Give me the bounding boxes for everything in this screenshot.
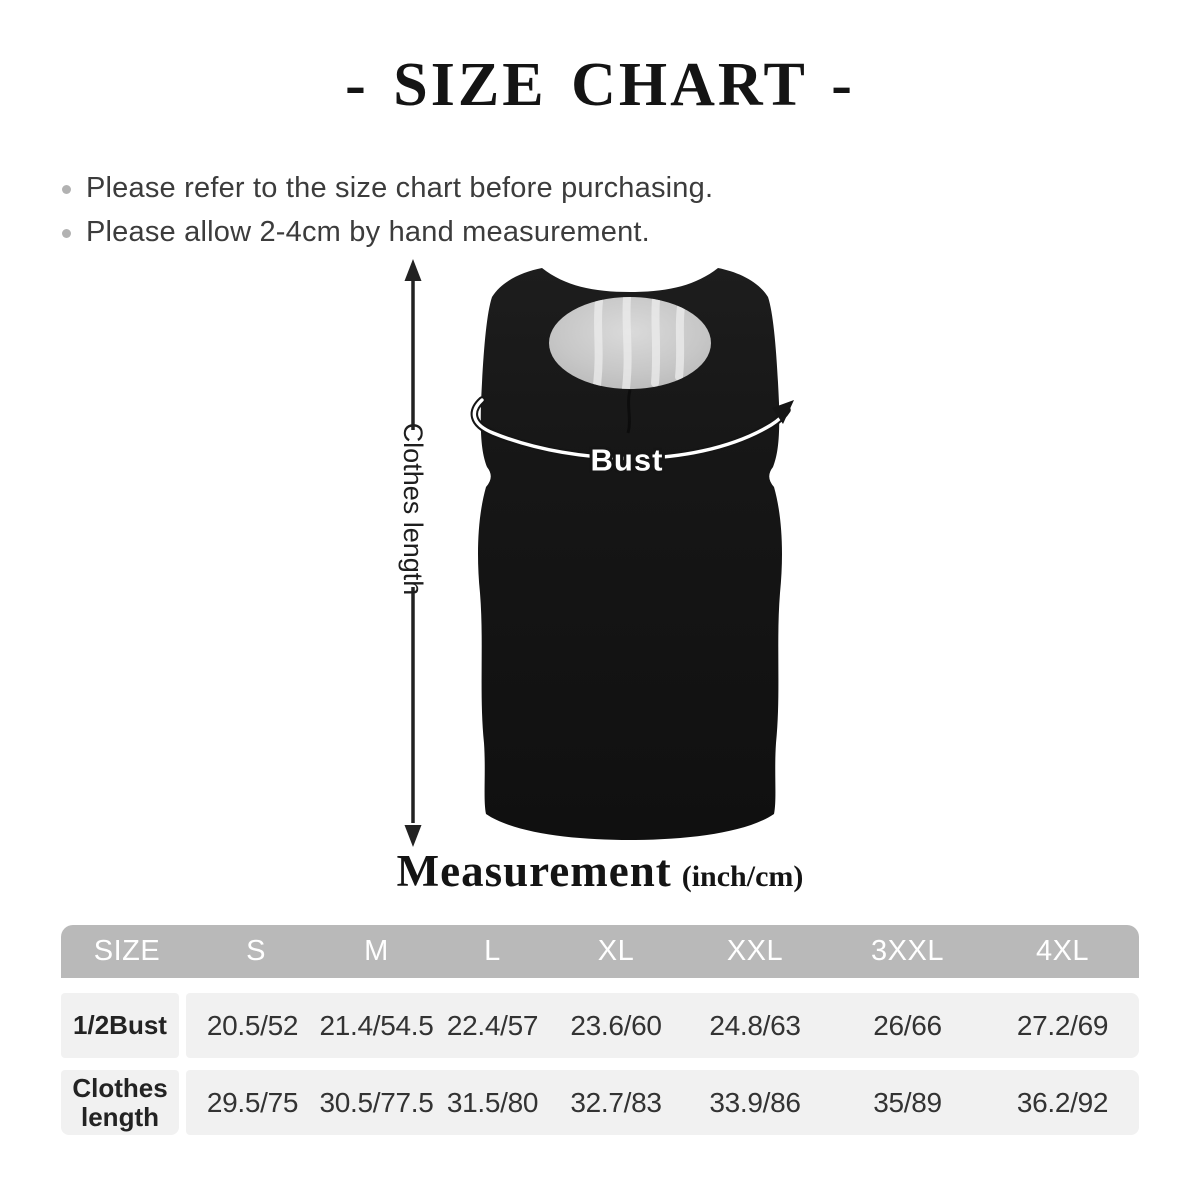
page-title: - SIZE CHART - <box>345 51 855 119</box>
note-text: Please refer to the size chart before purchasing. <box>86 171 714 204</box>
header-m: M <box>364 935 389 967</box>
header-l: L <box>484 935 501 967</box>
size-cell: 31.5/80 <box>446 1086 539 1118</box>
note-item <box>62 166 713 210</box>
size-table <box>61 925 1139 1135</box>
size-cell: 36.2/92 <box>1016 1086 1109 1118</box>
note-text: Please allow 2-4cm by hand measurement. <box>86 215 650 248</box>
bullet-icon <box>62 185 71 194</box>
bust-label: Bust <box>590 442 664 478</box>
row-values-bust <box>186 993 1139 1058</box>
header-xxl: XXL <box>726 935 784 967</box>
garment-diagram <box>375 253 825 853</box>
arrow-up-icon <box>405 259 422 281</box>
clothes-length-label: Clothes length <box>398 422 428 596</box>
measurement-unit: (inch/cm) <box>681 860 804 893</box>
size-cell: 24.8/63 <box>709 1009 801 1041</box>
table-row-bust <box>61 993 1139 1058</box>
header-4xl: 4XL <box>1035 935 1090 967</box>
notes-list <box>62 166 713 254</box>
measurement-heading <box>0 845 1200 897</box>
header-xl: XL <box>597 935 635 967</box>
note-item <box>62 210 713 254</box>
size-cell: 29.5/75 <box>206 1086 299 1118</box>
table-row-length <box>61 1070 1139 1135</box>
row-label-bust: 1/2Bust <box>61 993 179 1058</box>
size-cell: 33.9/86 <box>709 1086 801 1118</box>
bullet-icon <box>62 229 71 238</box>
row-label-length: Clothes length <box>61 1070 179 1135</box>
size-cell: 30.5/77.5 <box>319 1086 434 1118</box>
size-cell: 35/89 <box>873 1086 942 1118</box>
size-cell: 27.2/69 <box>1016 1009 1109 1041</box>
size-cell: 26/66 <box>873 1009 942 1041</box>
arrow-down-icon <box>405 825 422 847</box>
header-s: S <box>246 935 266 967</box>
size-cell: 32.7/83 <box>570 1086 662 1118</box>
row-values-length <box>186 1070 1139 1135</box>
header-3xxl: 3XXL <box>871 935 944 967</box>
table-header-row <box>61 925 1139 978</box>
size-cell: 20.5/52 <box>206 1009 299 1041</box>
chest-crease <box>628 390 630 433</box>
tank-top-graphic <box>478 268 782 840</box>
header-size: SIZE <box>93 935 161 967</box>
size-cell: 22.4/57 <box>446 1009 539 1041</box>
size-cell: 23.6/60 <box>570 1009 662 1041</box>
size-cell: 21.4/54.5 <box>319 1009 434 1041</box>
measurement-title: Measurement <box>396 846 672 896</box>
